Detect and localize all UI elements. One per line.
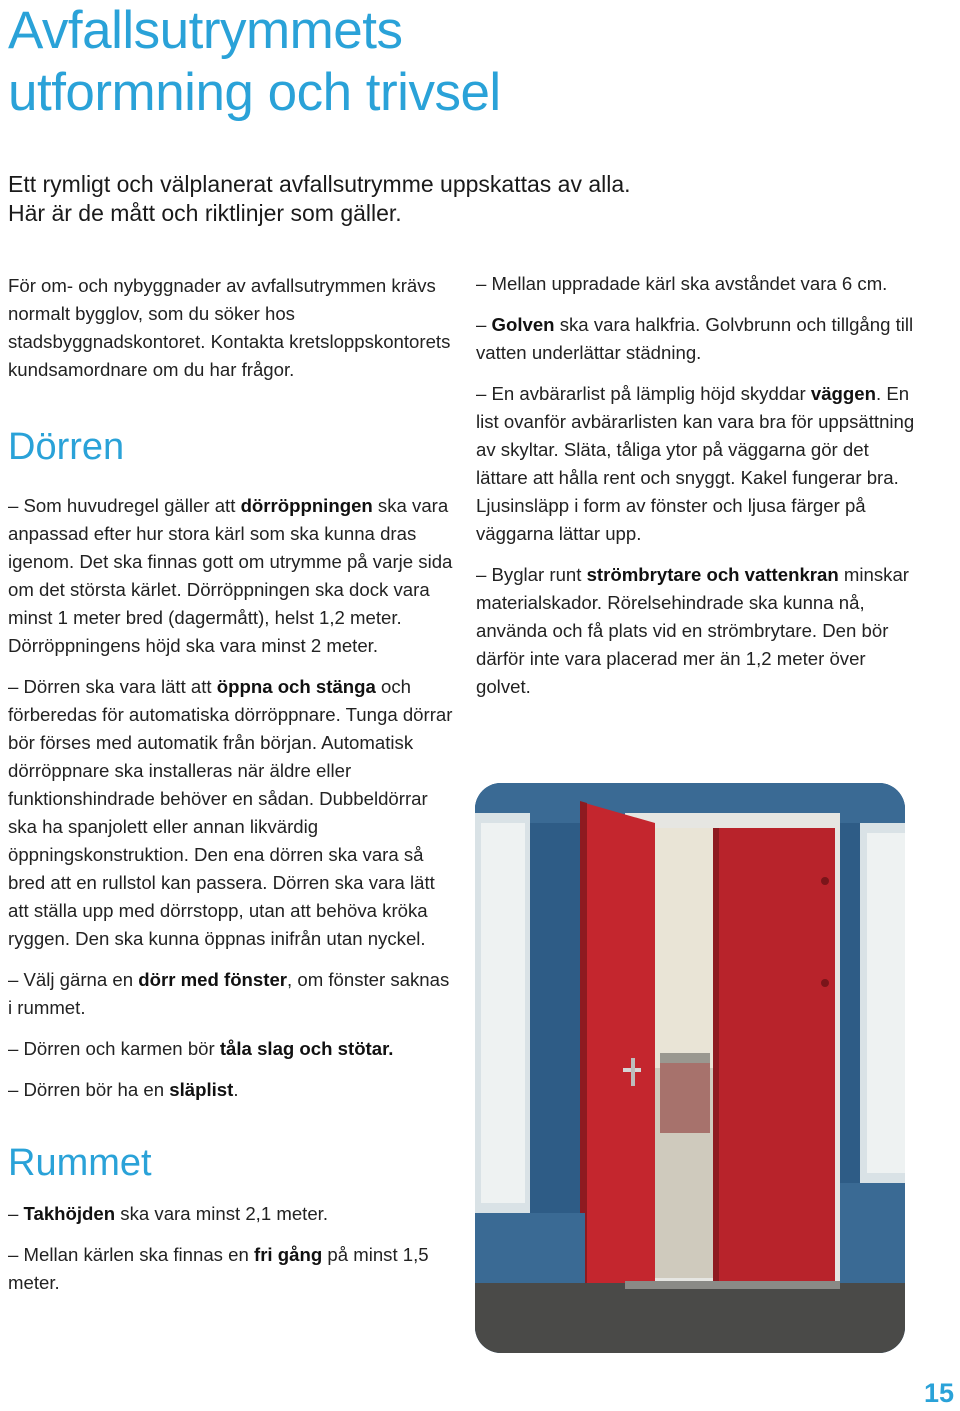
dorren-item-3 [8,966,458,1022]
text: – Dörren och karmen bör [8,1038,220,1059]
lead-paragraph [8,170,631,228]
text: – Välj gärna en [8,969,139,990]
bold-term: tåla slag och stötar. [219,1038,394,1059]
text: ska vara halkfria. Golvbrunn och tillgång till vatten underlättar städning. [476,314,914,363]
text: – Dörren bör ha en [8,1079,170,1100]
text: ska vara anpassad efter hur stora kärl som ska kunna dras igenom. Det ska finnas gott om utrymme på varje sida om det största kärlet. Dörröppningen ska dock vara minst 1 meter bred (dagermått), helst 1,2 meter. Dörröppningens höjd ska vara minst 2 meter. [8,495,453,656]
bold-term: väggen [810,383,876,404]
page-number: 15 [923,1378,954,1408]
text: – [8,1203,24,1224]
dorren-item-5 [8,1076,458,1104]
bold-term: öppna och stänga [216,676,376,697]
text: minskar materialskador. Rörelsehindrade ska kunna nå, använda och få plats vid en strömbrytare. Den bör därför inte vara placerad mer än 1,2 meter över golvet. [476,564,909,697]
door-illustration [475,783,905,1353]
text: – Dörren ska vara lätt att [8,676,217,697]
bold-term: dörröppningen [240,495,373,516]
red-door-photo [475,783,905,1353]
rummet-item-2 [8,1241,458,1297]
heading-rummet: Rummet [8,1142,152,1184]
right-column [476,270,916,714]
bold-term: Golven [491,314,555,335]
bold-term: släplist [169,1079,234,1100]
text: ska vara minst 2,1 meter. [115,1203,328,1224]
rummet-item-4 [476,311,916,367]
lead-line-1: Ett rymligt och välplanerat avfallsutrymme uppskattas av alla. [8,171,631,197]
text: – Som huvudregel gäller att [8,495,241,516]
text: . En list ovanför avbärarlisten kan vara bra för uppsättning av skyltar. Släta, tåliga ytor på väggarna gör det lättare att hålla rent och snyggt. Kakel fungerar bra. Ljusinsläpp i form av fönster och ljusa färger på väggarna lättar upp. [476,383,915,544]
bold-term: fri gång [254,1244,323,1265]
text: . [233,1079,239,1100]
rummet-item-5 [476,380,916,548]
rummet-item-3 [476,270,916,298]
dorren-item-2 [8,673,458,953]
text: – En avbärarlist på lämplig höjd skyddar [476,383,811,404]
text: – Mellan kärlen ska finnas en [8,1244,254,1265]
text: , om fönster saknas i rummet. [8,969,450,1018]
left-column [8,272,458,1310]
title-line-1: Avfallsutrymmets [8,1,403,60]
bold-term: dörr med fönster [138,969,288,990]
lead-line-2: Här är de mått och riktlinjer som gäller. [8,200,402,226]
bold-term: strömbrytare och vattenkran [586,564,839,585]
text: – Byglar runt [476,564,587,585]
rummet-item-6 [476,561,916,701]
text: – [476,314,492,335]
heading-dorren: Dörren [8,426,125,468]
dorren-item-4 [8,1035,458,1063]
page-title [8,0,501,124]
text: – Mellan uppradade kärl ska avståndet vara 6 cm. [476,273,888,294]
dorren-item-1 [8,492,458,660]
text: och förberedas för automatiska dörröppnare. Tunga dörrar bör förses med automatik från början. Automatisk dörröppnare ska installeras när äldre eller funktionshindrade behöver en sådan. Dubbeldörrar ska ha spanjolett eller annan likvärdig öppningskonstruktion. Den ena dörren ska vara så bred att en rullstol kan passera. Dörren ska vara lätt att ställa upp med dörrstopp, utan att behöva kröka ryggen. Den ska kunna öppnas inifrån utan nyckel. [8,676,453,949]
intro-paragraph: För om- och nybyggnader av avfallsutrymmen krävs normalt bygglov, som du söker hos stadsbyggnadskontoret. Kontakta kretsloppskontorets kundsamordnare om du har frågor. [8,275,451,380]
title-line-2: utformning och trivsel [8,63,501,122]
bold-term: Takhöjden [23,1203,116,1224]
text: på minst 1,5 meter. [8,1244,429,1293]
rummet-item-1 [8,1200,458,1228]
